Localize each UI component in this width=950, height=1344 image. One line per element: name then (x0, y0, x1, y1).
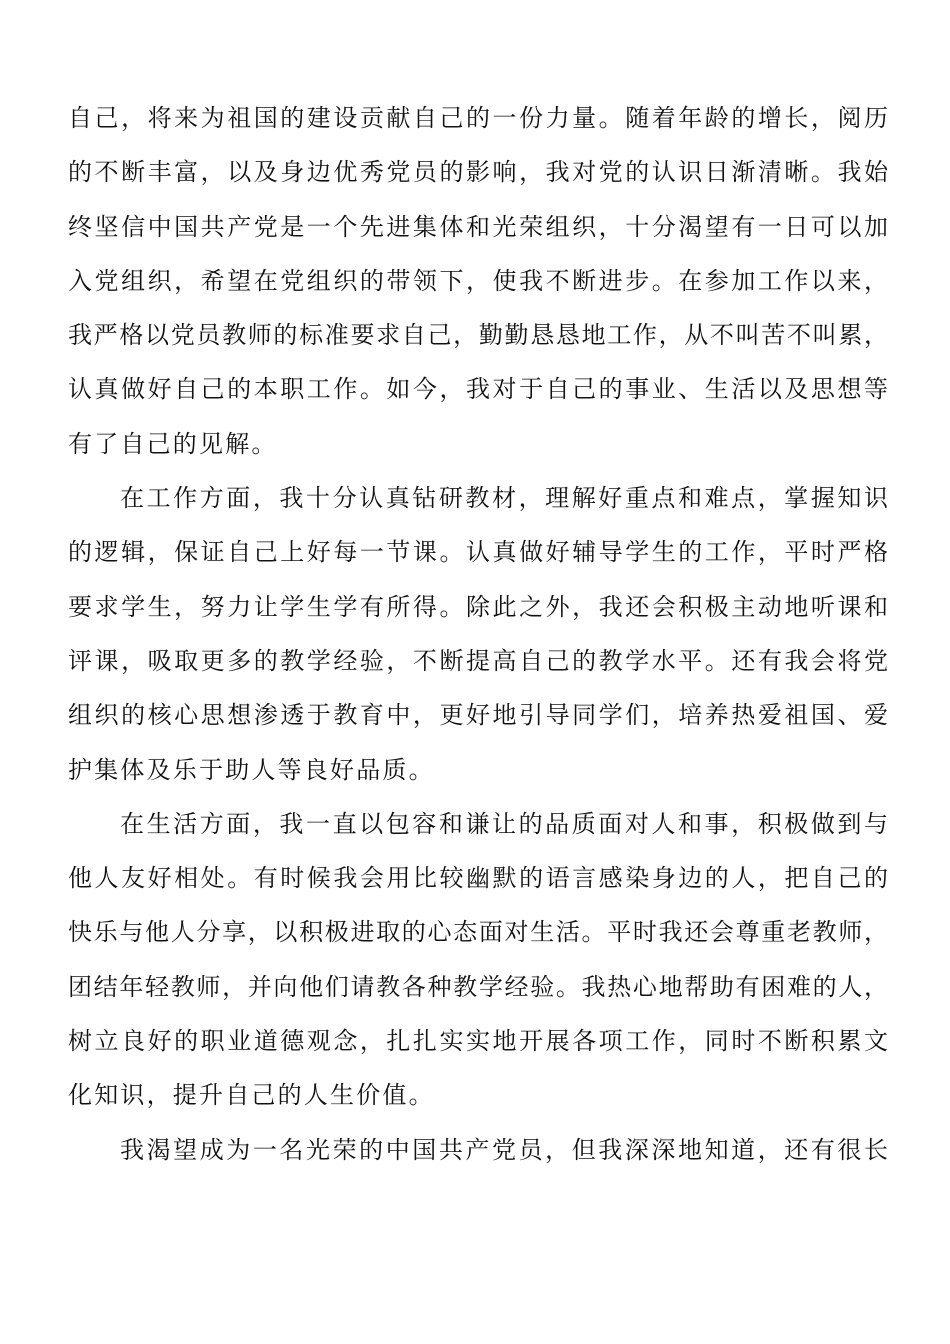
text-line: 要求学生，努力让学生学有所得。除此之外，我还会积极主动地听课和 (68, 592, 888, 621)
text-line: 评课，吸取更多的教学经验，不断提高自己的教学水平。还有我会将党 (68, 646, 888, 675)
text-line: 认真做好自己的本职工作。如今，我对于自己的事业、生活以及思想等 (68, 375, 888, 404)
document-body (68, 91, 888, 1177)
text-line: 组织的核心思想渗透于教育中，更好地引导同学们，培养热爱祖国、爱 (68, 701, 888, 730)
text-line: 的不断丰富，以及身边优秀党员的影响，我对党的认识日渐清晰。我始 (68, 158, 888, 187)
text-line: 护集体及乐于助人等良好品质。 (68, 755, 435, 784)
text-line: 团结年轻教师，并向他们请教各种教学经验。我热心地帮助有困难的人， (68, 972, 888, 1001)
text-line: 在工作方面，我十分认真钻研教材，理解好重点和难点，掌握知识 (120, 484, 888, 513)
text-line: 在生活方面，我一直以包容和谦让的品质面对人和事，积极做到与 (120, 809, 888, 838)
text-line: 化知识，提升自己的人生价值。 (68, 1081, 435, 1110)
text-line: 终坚信中国共产党是一个先进集体和光荣组织，十分渴望有一日可以加 (68, 212, 888, 241)
paragraph (68, 471, 888, 797)
text-line: 自己，将来为祖国的建设贡献自己的一份力量。随着年龄的增长，阅历 (68, 104, 888, 132)
paragraph (68, 1123, 888, 1177)
text-line: 快乐与他人分享，以积极进取的心态面对生活。平时我还会尊重老教师， (68, 918, 888, 947)
text-line: 的逻辑，保证自己上好每一节课。认真做好辅导学生的工作，平时严格 (68, 538, 888, 567)
text-line: 树立良好的职业道德观念，扎扎实实地开展各项工作，同时不断积累文 (68, 1027, 888, 1056)
text-line: 我严格以党员教师的标准要求自己，勤勤恳恳地工作，从不叫苦不叫累， (68, 321, 888, 350)
text-line: 我渴望成为一名光荣的中国共产党员，但我深深地知道，还有很长 (120, 1135, 888, 1164)
text-line: 他人友好相处。有时候我会用比较幽默的语言感染身边的人，把自己的 (68, 864, 888, 893)
paragraph (68, 797, 888, 1123)
paragraph (68, 91, 888, 471)
text-line: 入党组织，希望在党组织的带领下，使我不断进步。在参加工作以来， (68, 266, 888, 295)
text-line: 有了自己的见解。 (68, 429, 278, 458)
